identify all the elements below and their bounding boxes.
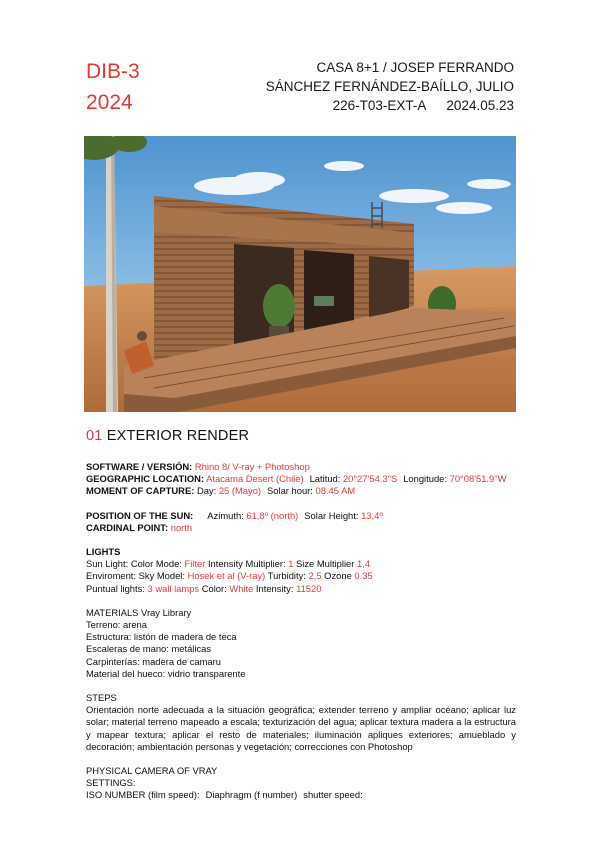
day-label: Day: [196, 485, 217, 497]
camera-settings-label: SETTINGS: [86, 777, 136, 789]
location-label: GEOGRAPHIC LOCATION [86, 473, 201, 485]
capture-label: MOMENT OF CAPTURE [86, 485, 192, 497]
intensity-value: 11520 [296, 582, 322, 594]
hour-value: 08.45 AM [315, 485, 356, 497]
camera-settings-line [86, 789, 516, 801]
latitude-label: Latitud: [309, 473, 341, 485]
project-title-line2: SÁNCHEZ FERNÁNDEZ-BAÍLLO, JULIO [265, 79, 514, 94]
sun-label: POSITION OF THE SUN: [86, 509, 194, 521]
section-name: EXTERIOR RENDER [106, 428, 250, 444]
longitude-value: 70°08'51.9"W [449, 473, 507, 485]
size-multiplier-value: 1,4 [357, 558, 371, 570]
material-item: Carpinterías: madera de camaru [86, 655, 221, 667]
cardinal-label: CARDINAL POINT: [86, 521, 169, 533]
size-multiplier-label: Size Multiplier [296, 558, 355, 570]
exterior-render-image [84, 136, 516, 412]
cardinal-value: north [170, 521, 193, 533]
longitude-label: Longitude: [403, 473, 447, 485]
project-date: 2024.05.23 [446, 98, 514, 113]
environment-line [86, 570, 516, 582]
steps-title: STEPS [86, 692, 117, 704]
puntual-lights-line [86, 583, 516, 595]
drawing-year: 2024 [86, 91, 133, 114]
sun-light-mode: Filter [184, 558, 206, 570]
solar-height-value: 13,4º [361, 509, 383, 521]
color-label: Color: [201, 582, 227, 594]
drawing-code [86, 56, 140, 118]
intensity-multiplier-value: 1 [288, 558, 294, 570]
project-header [266, 58, 514, 115]
solar-height-label: Solar Height: [304, 509, 359, 521]
day-value: 25 (Mayo) [218, 485, 262, 497]
software-label: SOFTWARE / VERSIÓN [86, 461, 190, 472]
shutter-label: shutter speed: [303, 789, 363, 801]
material-item: Terreno: arena [86, 619, 147, 631]
software-value: Rhino 8/ V-ray + Photoshop [194, 461, 310, 472]
cardinal-line [86, 522, 516, 534]
project-ref-line [266, 96, 514, 115]
section-number: 01 [86, 428, 103, 444]
capture-line: MOMENT OF CAPTURE: Day: 25 (Mayo) Solar hour: 08.45 AM [86, 485, 356, 497]
materials-title: MATERIALS Vray Library [86, 606, 192, 618]
environment-label: Enviroment: Sky Model: [86, 570, 185, 582]
drawing-id: DIB-3 [86, 60, 140, 83]
material-item: Material del hueco: vidrio transparente [86, 667, 246, 679]
material-item: Escaleras de mano: metálicas [86, 643, 212, 655]
azimuth-value: 61,8º (north) [246, 509, 299, 521]
lights-title: LIGHTS [86, 546, 121, 558]
intensity-label: Intensity: [255, 582, 294, 594]
iso-label: ISO NUMBER (film speed): [86, 789, 200, 801]
camera-title: PHYSICAL CAMERA OF VRAY [86, 765, 218, 777]
puntual-lights-value: 3 wall lamps [147, 582, 200, 594]
ozone-value: 0.35 [354, 570, 373, 582]
render-info [86, 461, 516, 814]
ozone-label: Ozone [324, 570, 352, 582]
software-line: SOFTWARE / VERSIÓN: Rhino 8/ V-ray + Photoshop [86, 461, 310, 472]
sun-light-line [86, 558, 516, 570]
project-ref: 226-T03-EXT-A [332, 98, 427, 113]
material-item: Estructura: listón de madera de teca [86, 631, 237, 643]
section-title [86, 428, 249, 444]
sun-line [86, 510, 516, 522]
project-title-line1: CASA 8+1 / JOSEP FERRANDO [316, 60, 514, 75]
location-value: Atacama Desert (Chile) [206, 473, 304, 485]
steps-text: Orientación norte adecuada a la situación geográfica; extender terreno y ampliar océano; aplicar luz solar; material terreno mapeado a escala; texturización del agua; aplicar textura madera a la estructura y mapear textura; aplicar el resto de materiales; iluminación apliques exteriores; amueblado y decoración; ambientación personas y vegetación; correcciones con Photoshop [86, 704, 516, 752]
diaphragm-label: Diaphragm (f number) [205, 789, 298, 801]
color-value: White [229, 582, 254, 594]
puntual-lights-label: Puntual lights: [86, 582, 145, 594]
turbidity-value: 2,5 [308, 570, 322, 582]
turbidity-label: Turbidity: [267, 570, 306, 582]
sky-model-value: Hosek et al (V-ray) [187, 570, 266, 582]
intensity-multiplier-label: Intensity Multiplier: [207, 558, 286, 570]
azimuth-label: Azimuth: [207, 509, 244, 521]
location-line: GEOGRAPHIC LOCATION: Atacama Desert (Chile) Latitud: 20°27'54.3"S Longitude: 70°08'51.9"W [86, 473, 507, 485]
sun-light-label: Sun Light: Color Mode: [86, 558, 182, 570]
hour-label: Solar hour: [267, 485, 313, 497]
latitude-value: 20°27'54.3"S [342, 473, 398, 485]
